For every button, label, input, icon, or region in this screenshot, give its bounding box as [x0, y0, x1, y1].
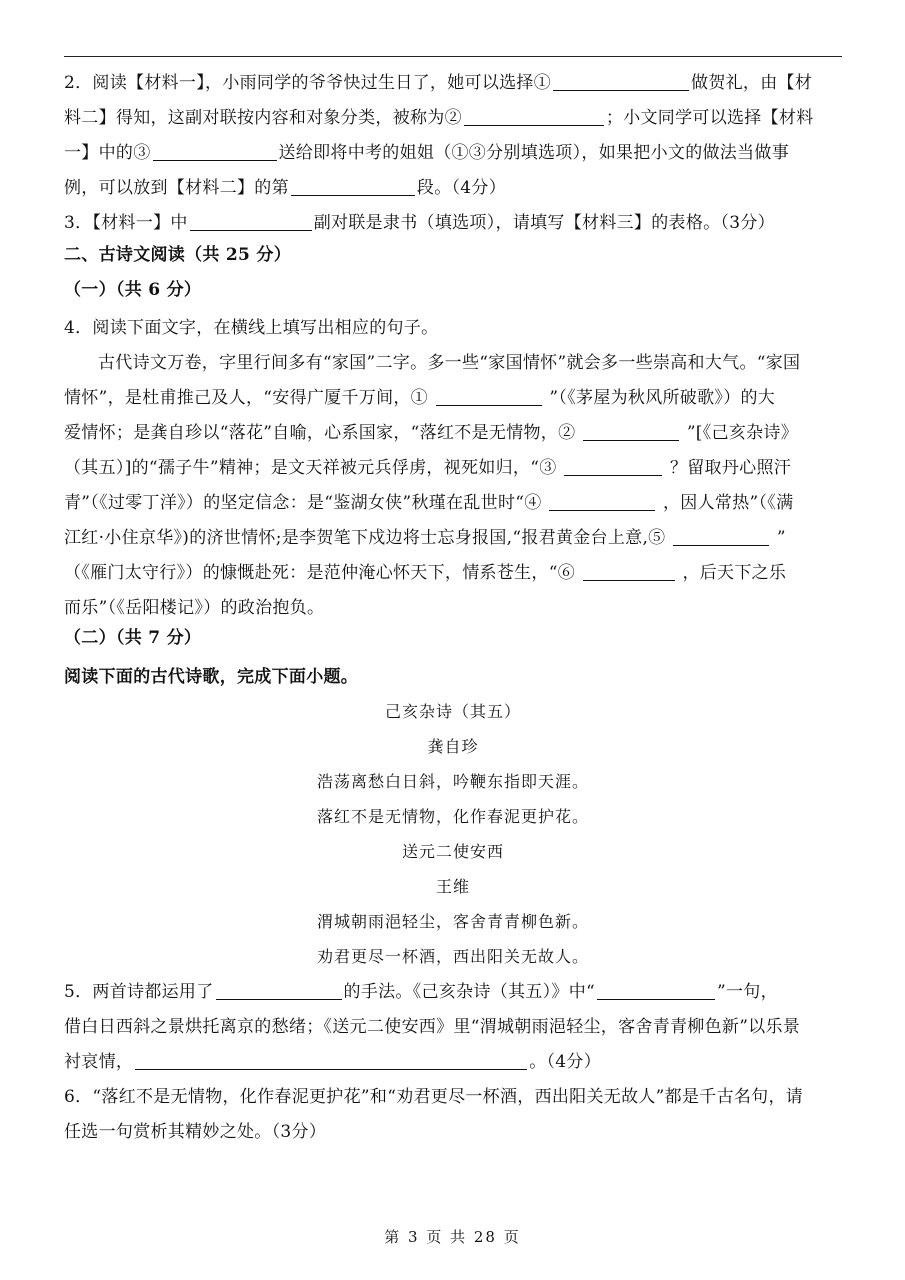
q4-para-line-4: （其五）]的“孺子牛”精神；是文天祥被元兵俘虏，视死如归，“③ ？留取丹心照汗	[64, 458, 792, 478]
q4-blank-6[interactable]	[583, 562, 675, 581]
q4-para-line-1: 古代诗文万卷，字里行间多有“家国”二字。多一些“家国情怀”就会多一些崇高和大气。“家国	[98, 353, 801, 373]
q2-line-1: 2．阅读【材料一】，小雨同学的爷爷快过生日了，她可以选择① 做贺礼，由【材	[64, 73, 813, 93]
q5-line-1: 5．两首诗都运用了 的手法。《己亥杂诗（其五）》中“ ”一句，	[64, 982, 778, 1002]
poem2-line-1: 渭城朝雨浥轻尘，客舍青青柳色新。	[316, 912, 589, 931]
header-rule	[64, 56, 842, 57]
q2-blank-1[interactable]	[553, 72, 689, 91]
q4-para-line-6: 江红·小住京华》)的济世情怀;是李贺笔下戍边将士忘身报国,“报君黄金台上意,⑤ ”	[64, 528, 786, 548]
q4-para-line-7: （《雁门太守行》）的慷慨赴死：是范仲淹心怀天下，情系苍生，“⑥ ，后天下之乐	[64, 563, 787, 583]
page-footer: 第 3 页 共 28 页	[384, 1228, 521, 1246]
poem-instruction: 阅读下面的古代诗歌，完成下面小题。	[64, 667, 359, 687]
q2-line-2: 料二】得知，这副对联按内容和对象分类，被称为② ；小文同学可以选择【材料	[64, 108, 814, 128]
q4-prompt: 4．阅读下面文字，在横线上填写出相应的句子。	[64, 318, 439, 338]
q2-blank-3[interactable]	[153, 142, 277, 161]
q2-blank-4[interactable]	[291, 177, 415, 196]
poem1-author: 龚自珍	[427, 737, 479, 756]
q4-blank-1[interactable]	[436, 387, 542, 406]
q4-para-line-5: 青”（《过零丁洋》）的坚定信念：是“鉴湖女侠”秋瑾在乱世时“④ ，因人常热”（《满	[64, 493, 794, 513]
q6-line-1: 6．“落红不是无情物，化作春泥更护花”和“劝君更尽一杯酒，西出阳关无故人”都是千古名句，请	[64, 1087, 804, 1107]
q5-line-2: 借白日西斜之景烘托离京的愁绪；《送元二使安西》里“渭城朝雨浥轻尘，客舍青青柳色新”以乐景	[64, 1017, 801, 1037]
q4-blank-5[interactable]	[673, 527, 769, 546]
q4-para-line-8: 而乐”（《岳阳楼记》）的政治抱负。	[64, 598, 325, 618]
q5-blank-3[interactable]	[135, 1051, 527, 1070]
section-heading: 二、古诗文阅读（共 25 分）	[64, 245, 291, 265]
q2-line-4: 例，可以放到【材料二】的第 段。（4分）	[64, 178, 507, 198]
q4-blank-3[interactable]	[564, 457, 662, 476]
q6-line-2: 任选一句赏析其精妙之处。（3分）	[64, 1122, 327, 1142]
q4-para-line-3: 爱情怀；是龚自珍以“落花”自喻，心系国家，“落红不是无情物，② ”[《己亥杂诗》	[64, 423, 799, 443]
q3-line: 3．【材料一】中 副对联是隶书（填选项），请填写【材料三】的表格。（3分）	[64, 213, 775, 233]
q2-blank-2[interactable]	[464, 107, 604, 126]
poem1-line-1: 浩荡离愁白日斜，吟鞭东指即天涯。	[316, 772, 589, 791]
subsection-heading-1: （一）（共 6 分）	[64, 280, 202, 300]
page-content	[64, 64, 842, 1144]
poem1-line-2: 落红不是无情物，化作春泥更护花。	[316, 807, 589, 826]
q5-line-3: 衬哀情， 。（4分）	[64, 1052, 602, 1072]
poem2-author: 王维	[435, 877, 470, 896]
q4-blank-2[interactable]	[583, 422, 679, 441]
q5-blank-2[interactable]	[597, 981, 715, 1000]
subsection-heading-2: （二）（共 7 分）	[64, 628, 202, 648]
poem2-line-2: 劝君更尽一杯酒，西出阳关无故人。	[316, 947, 589, 966]
poem1-title: 己亥杂诗（其五）	[384, 702, 521, 721]
q4-para-line-2: 情怀”，是杜甫推己及人，“安得广厦千万间，① ”（《茅屋为秋风所破歌》）的大	[64, 388, 776, 408]
q2-line-3: 一】中的③ 送给即将中考的姐姐（①③分别填选项），如果把小文的做法当做事	[64, 143, 789, 163]
q3-blank[interactable]	[190, 212, 312, 231]
q4-blank-4[interactable]	[549, 492, 655, 511]
q5-blank-1[interactable]	[216, 981, 342, 1000]
poem2-title: 送元二使安西	[401, 842, 504, 861]
